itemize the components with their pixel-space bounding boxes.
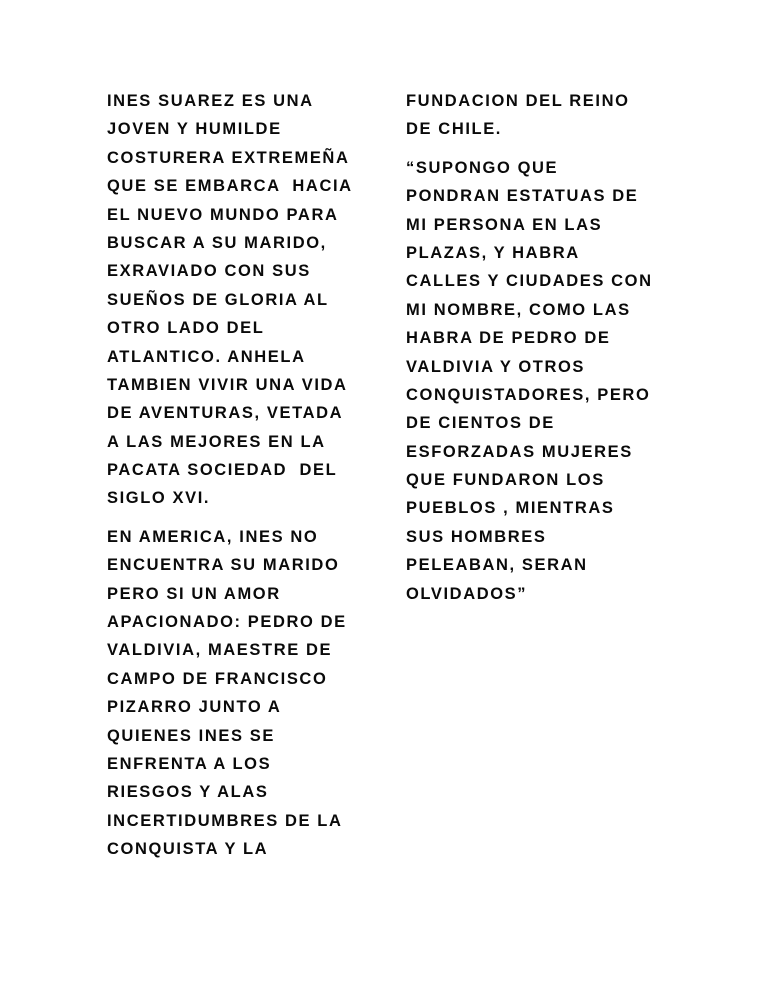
text-line: SUS HOMBRES [406, 527, 547, 546]
text-line: JOVEN Y HUMILDE [107, 120, 282, 139]
text-line: HABRA DE PEDRO DE [406, 329, 611, 348]
text-line: FUNDACION DEL REINO [406, 92, 630, 110]
text-line: CONQUISTADORES, PERO [406, 385, 651, 404]
text-line: MI NOMBRE, COMO LAS [406, 300, 631, 319]
text-line: MI PERSONA EN LAS [406, 215, 603, 234]
text-line: ESFORZADAS MUJERES [406, 442, 633, 461]
text-line: PERO SI UN AMOR [107, 584, 281, 603]
text-line: EN AMERICA, INES NO [107, 527, 319, 546]
text-line: PLAZAS, Y HABRA [406, 243, 580, 262]
text-line: DE AVENTURAS, VETADA [107, 404, 344, 423]
text-line: PIZARRO JUNTO A [107, 698, 282, 717]
text-line: “SUPONGO QUE [406, 158, 559, 177]
text-line: PUEBLOS , MIENTRAS [406, 499, 615, 518]
text-line: ATLANTICO. ANHELA [107, 347, 306, 366]
text-line: CONQUISTA Y LA [107, 840, 269, 859]
paragraph-fundacion [406, 87, 706, 144]
text-line: SUEÑOS DE GLORIA AL [107, 290, 329, 309]
text-line: VALDIVIA Y OTROS [406, 357, 586, 376]
text-line: OTRO LADO DEL [107, 319, 265, 338]
text-line: OLVIDADOS” [406, 584, 528, 603]
text-line: EL NUEVO MUNDO PARA [107, 205, 339, 224]
text-line: RIESGOS Y ALAS [107, 783, 269, 802]
text-line: PONDRAN ESTATUAS DE [406, 187, 639, 206]
text-line: VALDIVIA, MAESTRE DE [107, 641, 333, 660]
text-line: APACIONADO: PEDRO DE [107, 613, 347, 632]
text-line: CALLES Y CIUDADES CON [406, 272, 653, 291]
paragraph-spacer [406, 144, 706, 154]
text-line: QUE FUNDARON LOS [406, 471, 605, 490]
text-line: INES SUAREZ ES UNA [107, 92, 314, 110]
text-line: TAMBIEN VIVIR UNA VIDA [107, 375, 348, 394]
text-line: INCERTIDUMBRES DE LA [107, 811, 343, 830]
paragraph-quote [406, 154, 706, 608]
text-line: COSTURERA EXTREMEÑA [107, 148, 350, 167]
text-line: SIGLO XVI. [107, 489, 211, 508]
text-line: ENCUENTRA SU MARIDO [107, 556, 340, 575]
text-line: ENFRENTA A LOS [107, 754, 272, 773]
text-line: CAMPO DE FRANCISCO [107, 669, 328, 688]
text-line: PACATA SOCIEDAD DEL [107, 461, 338, 480]
text-line: PELEABAN, SERAN [406, 556, 588, 575]
text-line: DE CIENTOS DE [406, 414, 555, 433]
paragraph-spacer [107, 513, 382, 523]
paragraph-america [107, 523, 382, 864]
text-line: A LAS MEJORES EN LA [107, 432, 326, 451]
text-line: DE CHILE. [406, 120, 502, 139]
paragraph-ines-intro [107, 87, 382, 513]
text-line: QUIENES INES SE [107, 726, 275, 745]
text-line: EXRAVIADO CON SUS [107, 262, 311, 281]
left-column [107, 87, 382, 864]
text-line: QUE SE EMBARCA HACIA [107, 177, 353, 196]
right-column [406, 87, 706, 608]
text-line: BUSCAR A SU MARIDO, [107, 233, 327, 252]
